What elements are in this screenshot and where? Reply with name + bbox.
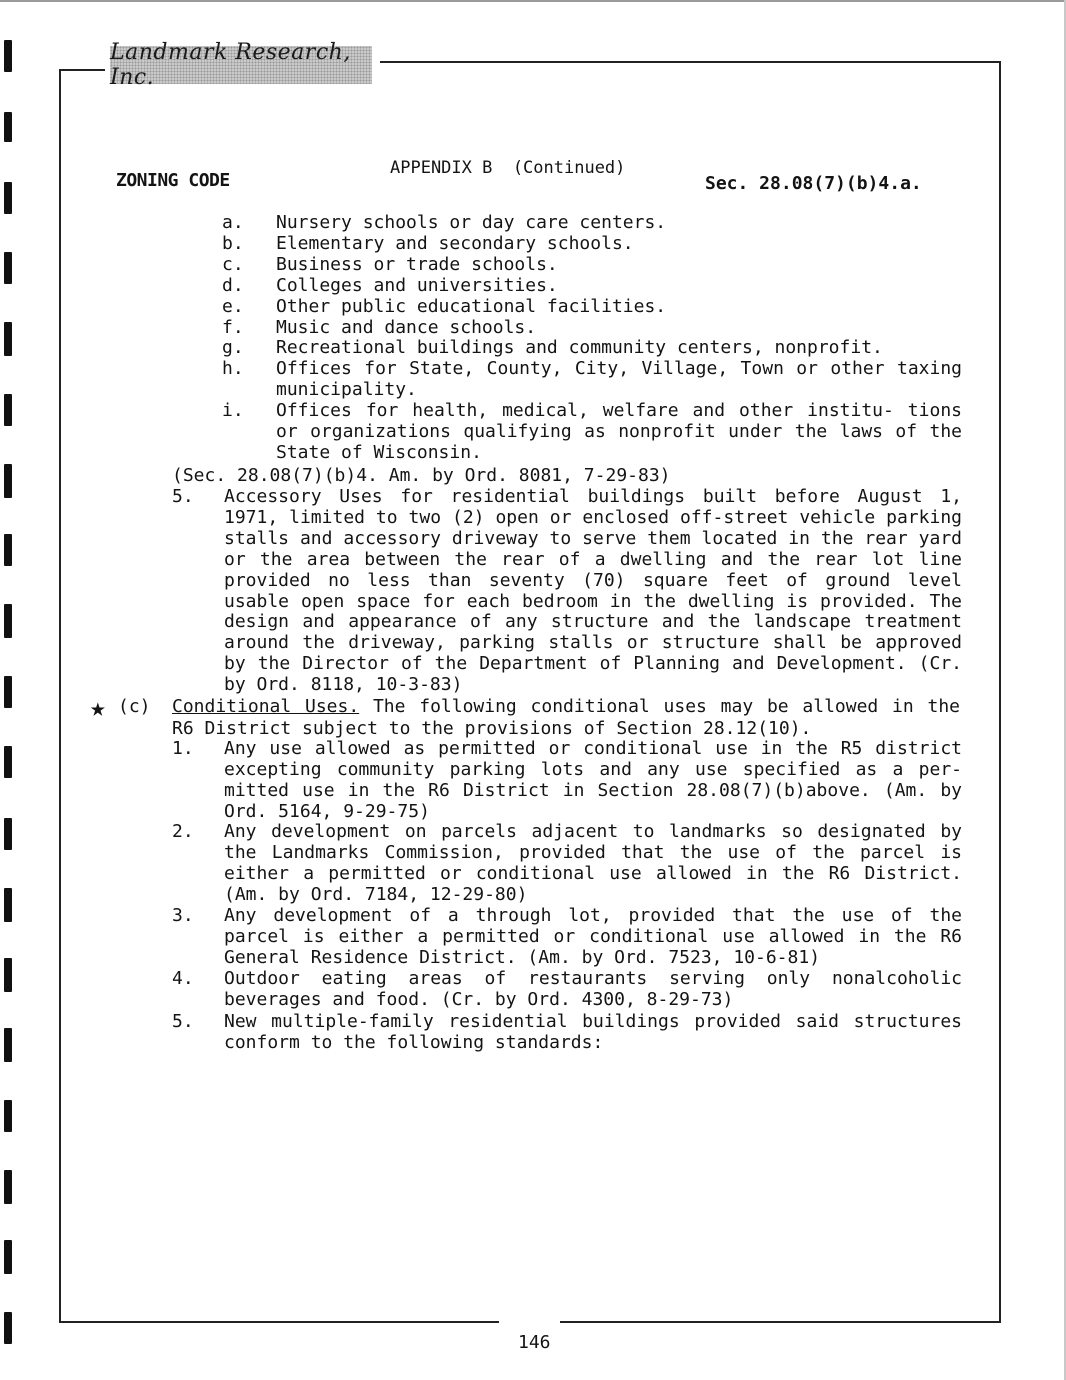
binder-hole [4,676,12,708]
item-label: 5. [172,486,194,507]
item-body [224,487,962,696]
text-line: by Ord. 8118, 10-3-83) [224,674,463,696]
text-line: usable open space for each bedroom in the dwelling is provided. The [224,590,962,612]
text-line: Accessory Uses for residential buildings built before August 1, [224,486,962,507]
item-body [276,359,962,401]
binder-hole [4,464,12,498]
text-line: State of Wisconsin. [276,441,482,463]
list-item [222,297,962,318]
text-line: beverages and food. (Cr. by Ord. 4300, 8-29-73) [224,988,734,1010]
text-line: the Landmarks Commission, provided that the use of the parcel is [224,841,962,863]
text-line: Other public educational facilities. [276,295,667,317]
text-line: design and appearance of any structure and the landscape treatment [224,611,962,633]
item-label: e. [222,295,244,317]
item-body [224,822,962,906]
binder-hole [4,252,12,284]
conditional-use-item [172,906,962,969]
frame-line [999,61,1001,1323]
text-line: stalls and accessory driveway to serve them located in the rear yard [224,527,962,549]
list-item-accessory-uses [172,487,962,696]
text-line: 1971, limited to two (2) open or enclosed off-street vehicle parking [224,506,962,528]
text-line: Colleges and universities. [276,274,558,296]
item-body [276,338,962,359]
list-item [222,338,962,359]
binder-hole [4,958,12,992]
item-label: g. [222,337,244,359]
text-line: Ord. 5164, 9-29-75) [224,800,430,822]
text-line: parcel is either a permitted or conditional use allowed in the R6 [224,925,962,947]
text-line: Any development of a through lot, provided that the use of the [224,905,962,926]
section-label: (c) [118,696,151,717]
item-label: c. [222,253,244,275]
publisher-logo [110,40,372,90]
item-body [276,255,962,276]
item-body [276,276,962,297]
text-line: Offices for health, medical, welfare and other institu- tions [276,400,962,422]
list-item [222,318,962,339]
text-line: Music and dance schools. [276,316,537,338]
conditional-use-item [172,822,962,906]
item-label: 5. [172,1011,194,1032]
binder-hole [4,1312,12,1344]
binder-hole [4,818,12,850]
binder-hole [4,888,12,922]
list-item [222,359,962,401]
amendment-reference: (Sec. 28.08(7)(b)4. Am. by Ord. 8081, 7-29-83) [172,465,671,486]
binder-hole [4,182,12,214]
conditional-use-item [172,969,962,1011]
conditional-use-item [172,739,962,823]
item-label: i. [222,400,244,422]
text-line: excepting community parking lots and any use specified as a per- [224,758,962,780]
logo-text: Landmark Research, Inc. [110,40,351,90]
binder-hole [4,40,12,72]
binder-hole [4,112,12,142]
text-line: (Am. by Ord. 7184, 12-29-80) [224,883,528,905]
item-body [276,213,962,234]
text-line: either a permitted or conditional use allowed in the R6 District. [224,862,962,884]
list-item [222,234,962,255]
item-body [224,906,962,969]
item-label: d. [222,274,244,296]
list-item [222,401,962,464]
text-line: or the area between the rear of a dwelling and the rear lot line [224,548,962,570]
list-item [222,213,962,234]
binder-hole [4,604,12,638]
binder-hole [4,534,12,566]
text-line: Nursery schools or day care centers. [276,212,667,233]
list-item [222,255,962,276]
text-line: provided no less than seventy (70) square feet of ground level [224,569,962,591]
binder-hole [4,1170,12,1204]
conditional-uses-line2: R6 District subject to the provisions of Section 28.12(10). [172,718,812,739]
item-label: 3. [172,905,194,926]
item-body [224,969,962,1011]
section-heading-rest: The following conditional uses may be allowed in the [359,696,960,717]
item-label: 4. [172,968,194,989]
text-line: Outdoor eating areas of restaurants serving only nonalcoholic [224,968,962,989]
page-number: 146 [518,1332,551,1353]
text-line: Any use allowed as permitted or conditional use in the R5 district [224,738,962,759]
item-body [224,1012,962,1054]
item-label: a. [222,212,244,233]
item-label: 1. [172,738,194,759]
text-line: or organizations qualifying as nonprofit under the laws of the [276,421,962,443]
binder-hole [4,394,12,426]
binder-hole [4,322,12,356]
item-body [224,739,962,823]
lettered-list [222,213,962,464]
text-line: Recreational buildings and community centers, nonprofit. [276,337,883,359]
binder-hole [4,746,12,778]
frame-line [60,69,105,71]
conditional-use-item [172,1012,962,1054]
header-left-title: ZONING CODE [116,170,230,191]
item-body [276,318,962,339]
text-line: by the Director of the Department of Planning and Development. (Cr. [224,653,962,675]
conditional-uses-heading-row [90,693,960,723]
frame-line [380,61,1001,63]
frame-line [59,69,61,1323]
frame-line [59,1321,499,1323]
list-item [222,276,962,297]
binder-hole [4,1028,12,1062]
item-label: f. [222,316,244,338]
header-section-ref: Sec. 28.08(7)(b)4.a. [705,173,922,194]
binder-hole [4,1100,12,1132]
text-line: New multiple-family residential buildings provided said structures [224,1011,962,1032]
page-top-edge [0,0,1066,2]
text-line: Any development on parcels adjacent to landmarks so designated by [224,821,962,842]
text-line: General Residence District. (Am. by Ord. 7523, 10-6-81) [224,946,821,968]
text-line: conform to the following standards: [224,1031,604,1053]
conditional-uses-text [172,697,960,719]
item-body [276,234,962,255]
item-label: h. [222,358,244,380]
item-body [276,297,962,318]
binder-hole [4,1240,12,1274]
frame-line [560,1321,1001,1323]
star-icon: ★ [90,693,106,723]
section-heading: Conditional Uses. [172,696,360,717]
text-line: municipality. [276,379,417,401]
item-label: b. [222,232,244,254]
text-line: Elementary and secondary schools. [276,232,634,254]
text-line: Business or trade schools. [276,253,558,275]
item-label: 2. [172,821,194,842]
text-line: mitted use in the R6 District in Section 28.08(7)(b)above. (Am. by [224,779,962,801]
header-center-title: APPENDIX B (Continued) [390,158,626,178]
text-line: around the driveway, parking stalls or structure shall be approved [224,632,962,654]
item-body [276,401,962,464]
text-line: Offices for State, County, City, Village, Town or other taxing [276,358,962,380]
